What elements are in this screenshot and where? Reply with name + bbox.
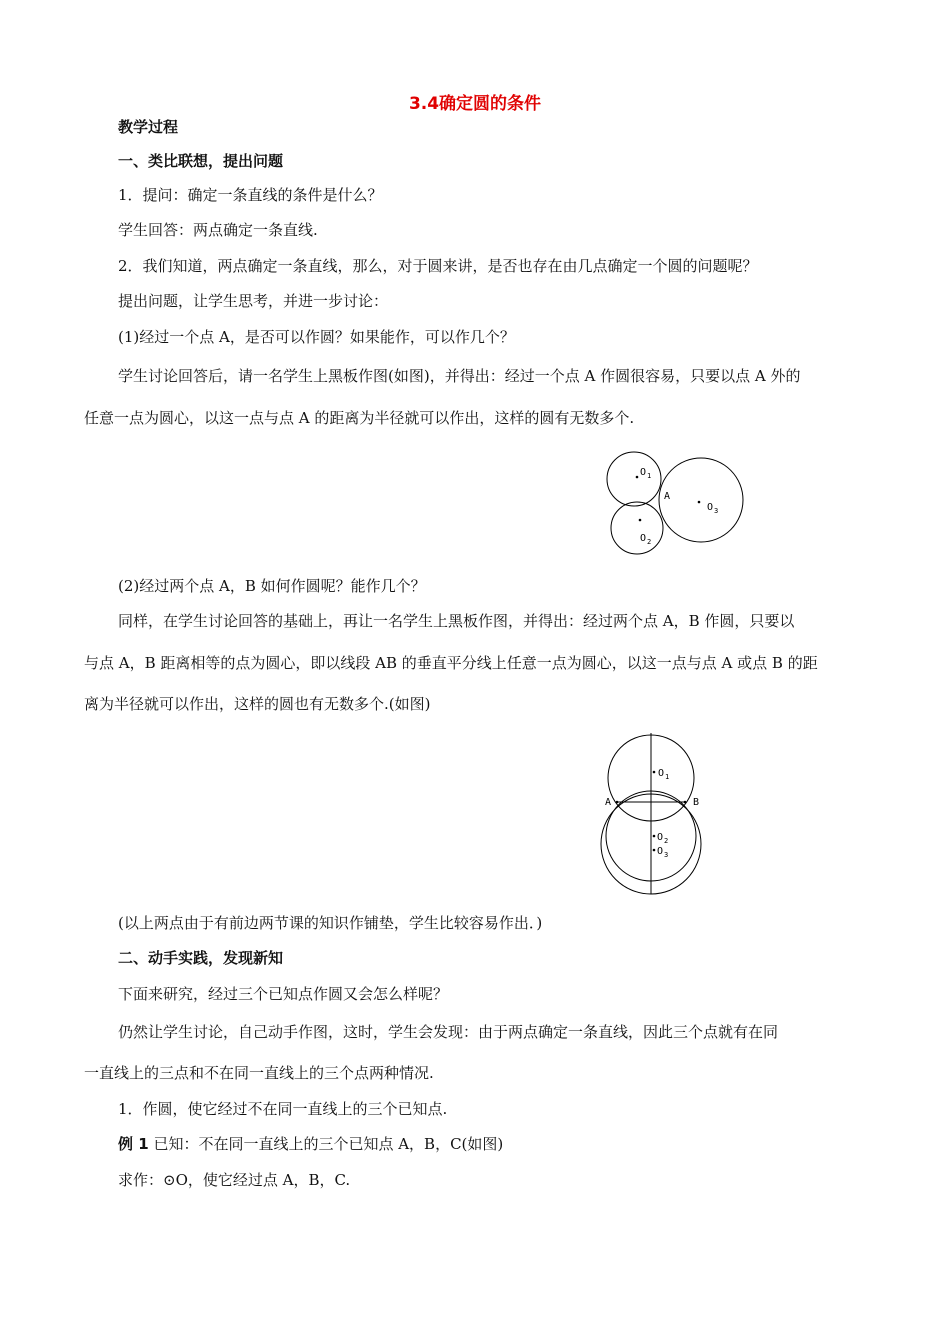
paragraph: (以上两点由于有前边两节课的知识作铺垫，学生比较容易作出．) [118, 914, 543, 932]
label-o1-sub: 1 [665, 773, 670, 781]
label-o2-sub: 2 [664, 837, 669, 845]
paragraph: 仍然让学生讨论，自己动手作图，这时，学生会发现：由于两点确定一条直线，因此三个点就有在同 [118, 1023, 779, 1041]
point-o2 [653, 835, 656, 838]
label-o3: O [707, 502, 714, 513]
example-1 [118, 1134, 503, 1154]
label-a: A [664, 491, 671, 502]
paragraph: 一直线上的三点和不在同一直线上的三个点两种情况. [84, 1064, 434, 1082]
circle-o3 [659, 458, 743, 542]
point-b [684, 801, 687, 804]
label-o1: O [658, 768, 665, 779]
paragraph: 任意一点为圆心，以这一点与点 A 的距离为半径就可以作出，这样的圆有无数多个. [84, 409, 635, 427]
circle-o2 [611, 502, 663, 554]
paragraph: 学生讨论回答后，请一名学生上黑板作图(如图)，并得出：经过一个点 A 作圆很容易，只要以点 A 外的 [118, 367, 801, 385]
label-o2: O [640, 533, 647, 544]
paragraph: 下面来研究，经过三个已知点作圆又会怎么样呢？ [118, 985, 449, 1003]
paragraph: 提出问题，让学生思考，并进一步讨论： [118, 292, 389, 310]
section-process-heading: 教学过程 [118, 118, 179, 136]
point-o1 [636, 476, 639, 479]
point-o2 [639, 519, 642, 522]
paragraph: 离为半径就可以作出，这样的圆也有无数多个.(如图) [84, 695, 431, 713]
example-label: 例 1 [118, 1135, 149, 1153]
point-a [616, 801, 619, 804]
label-o1: O [640, 467, 647, 478]
label-o2-sub: 2 [647, 538, 652, 546]
paragraph: 与点 A，B 距离相等的点为圆心，即以线段 AB 的垂直平分线上任意一点为圆心，以这一点与点 A 或点 B 的距 [84, 654, 818, 672]
label-o3-sub: 3 [714, 507, 719, 515]
paragraph: 2．我们知道，两点确定一条直线，那么，对于圆来讲，是否也存在由几点确定一个圆的问题呢？ [118, 257, 758, 275]
label-o3: O [657, 846, 664, 857]
section2-heading: 二、动手实践，发现新知 [118, 949, 284, 967]
page-title: 3.4确定圆的条件 [408, 94, 542, 114]
label-o1-sub: 1 [647, 472, 652, 480]
section1-heading: 一、类比联想，提出问题 [118, 152, 284, 170]
paragraph: 同样，在学生讨论回答的基础上，再让一名学生上黑板作图，并得出：经过两个点 A，B 作圆，只要以 [118, 612, 795, 630]
figure-one-point-circles [604, 447, 749, 555]
label-o2: O [657, 832, 664, 843]
point-o1 [653, 771, 656, 774]
label-o3-sub: 3 [664, 851, 669, 859]
circle-o1 [607, 452, 661, 506]
example-text: 已知：不在同一直线上的三个已知点 A，B，C(如图) [148, 1135, 504, 1153]
paragraph: 求作：⊙O，使它经过点 A，B，C. [118, 1171, 351, 1189]
paragraph: (1)经过一个点 A，是否可以作圆？如果能作，可以作几个？ [118, 328, 515, 346]
label-b: B [693, 797, 700, 808]
paragraph: (2)经过两个点 A，B 如何作圆呢？能作几个？ [118, 577, 426, 595]
point-o3 [698, 501, 701, 504]
point-o3 [653, 849, 656, 852]
paragraph: 1．作圆，使它经过不在同一直线上的三个已知点. [118, 1100, 448, 1118]
figure-two-point-circles [600, 732, 712, 895]
paragraph: 1．提问：确定一条直线的条件是什么？ [118, 186, 383, 204]
label-a: A [605, 797, 612, 808]
paragraph: 学生回答：两点确定一条直线. [118, 221, 318, 239]
